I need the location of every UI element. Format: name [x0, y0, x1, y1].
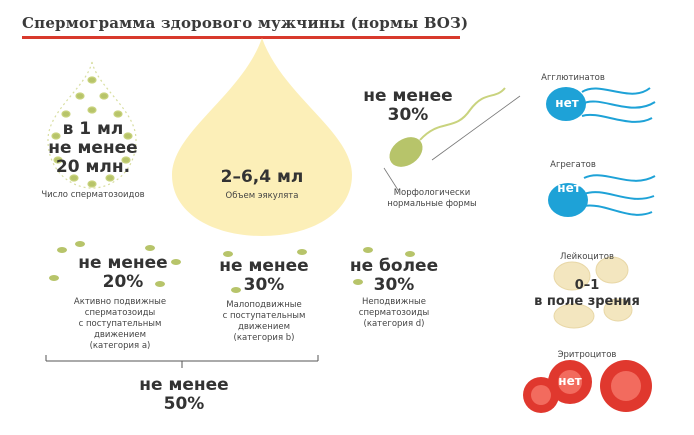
- morphology-label-line-1: Морфологически: [393, 188, 471, 198]
- motility-total-line-1: не менее: [139, 375, 229, 395]
- page-title: Спермограмма здорового мужчины (нормы ВОЗ): [22, 14, 469, 32]
- sperm-count-line-3: 20 млн.: [55, 157, 131, 177]
- sperm-count-line-1: в 1 мл: [62, 119, 124, 139]
- aggregates-label: Агрегатов: [550, 160, 596, 170]
- motility-d-label: [340, 297, 448, 330]
- aggregates-badge: нет: [557, 181, 581, 195]
- morphology-value: [348, 87, 468, 125]
- motility-total-line-2: 50%: [163, 394, 205, 414]
- motility-a-label: [50, 297, 190, 352]
- motility-d-value: [336, 257, 452, 295]
- leukocytes-label: Лейкоцитов: [560, 252, 614, 262]
- motility-b-label: [200, 300, 328, 344]
- motility-b-label-line-4: (категория b): [233, 333, 295, 343]
- sperm-count-value: [38, 120, 148, 177]
- leukocytes-line-1: 0–1: [574, 278, 600, 293]
- agglutinates-badge: нет: [555, 96, 579, 110]
- morphology-label-line-2: нормальные формы: [387, 199, 477, 209]
- motility-a-label-line-3: с поступательным: [78, 319, 162, 329]
- morphology-line-2: 30%: [387, 105, 429, 125]
- ejaculate-drop-shape: [172, 38, 352, 236]
- motility-a-label-line-5: (категория a): [89, 341, 151, 351]
- motility-total-value: [124, 376, 244, 414]
- motility-a-line-2: 20%: [102, 272, 144, 292]
- leukocytes-value: [512, 278, 662, 310]
- motility-d-label-line-1: Неподвижные: [362, 297, 426, 307]
- motility-d-line-1: не более: [349, 256, 439, 276]
- motility-b-line-1: не менее: [219, 256, 309, 276]
- motility-b-label-line-1: Малоподвижные: [226, 300, 302, 310]
- volume-value: 2–6,4 мл: [220, 167, 304, 187]
- motility-d-line-2: 30%: [373, 275, 415, 295]
- sperm-count-label: Число сперматозоидов: [41, 190, 145, 200]
- morphology-line-1: не менее: [363, 86, 453, 106]
- motility-a-line-1: не менее: [78, 253, 168, 273]
- erythrocytes-badge: нет: [558, 374, 582, 388]
- motility-b-value: [202, 257, 326, 295]
- sperm-count-line-2: не менее: [48, 138, 138, 158]
- motility-b-label-line-2: с поступательным: [222, 311, 306, 321]
- erythrocytes-label: Эритроцитов: [557, 350, 617, 360]
- motility-d-label-line-2: сперматозоиды: [358, 308, 430, 318]
- agglutinates-label: Агглютинатов: [541, 73, 605, 83]
- leukocytes-line-2: в поле зрения: [534, 294, 640, 309]
- motility-total-bracket: [46, 355, 318, 368]
- motility-a-label-line-2: сперматозоиды: [84, 308, 156, 318]
- morphology-label: [372, 188, 492, 210]
- motility-d-label-line-3: (категория d): [363, 319, 425, 329]
- motility-a-value: [58, 254, 188, 292]
- motility-a-label-line-1: Активно подвижные: [73, 297, 167, 307]
- volume-label: Объем эякулята: [225, 191, 299, 201]
- motility-b-line-2: 30%: [243, 275, 285, 295]
- motility-a-label-line-4: движением: [93, 330, 147, 340]
- motility-b-label-line-3: движением: [237, 322, 291, 332]
